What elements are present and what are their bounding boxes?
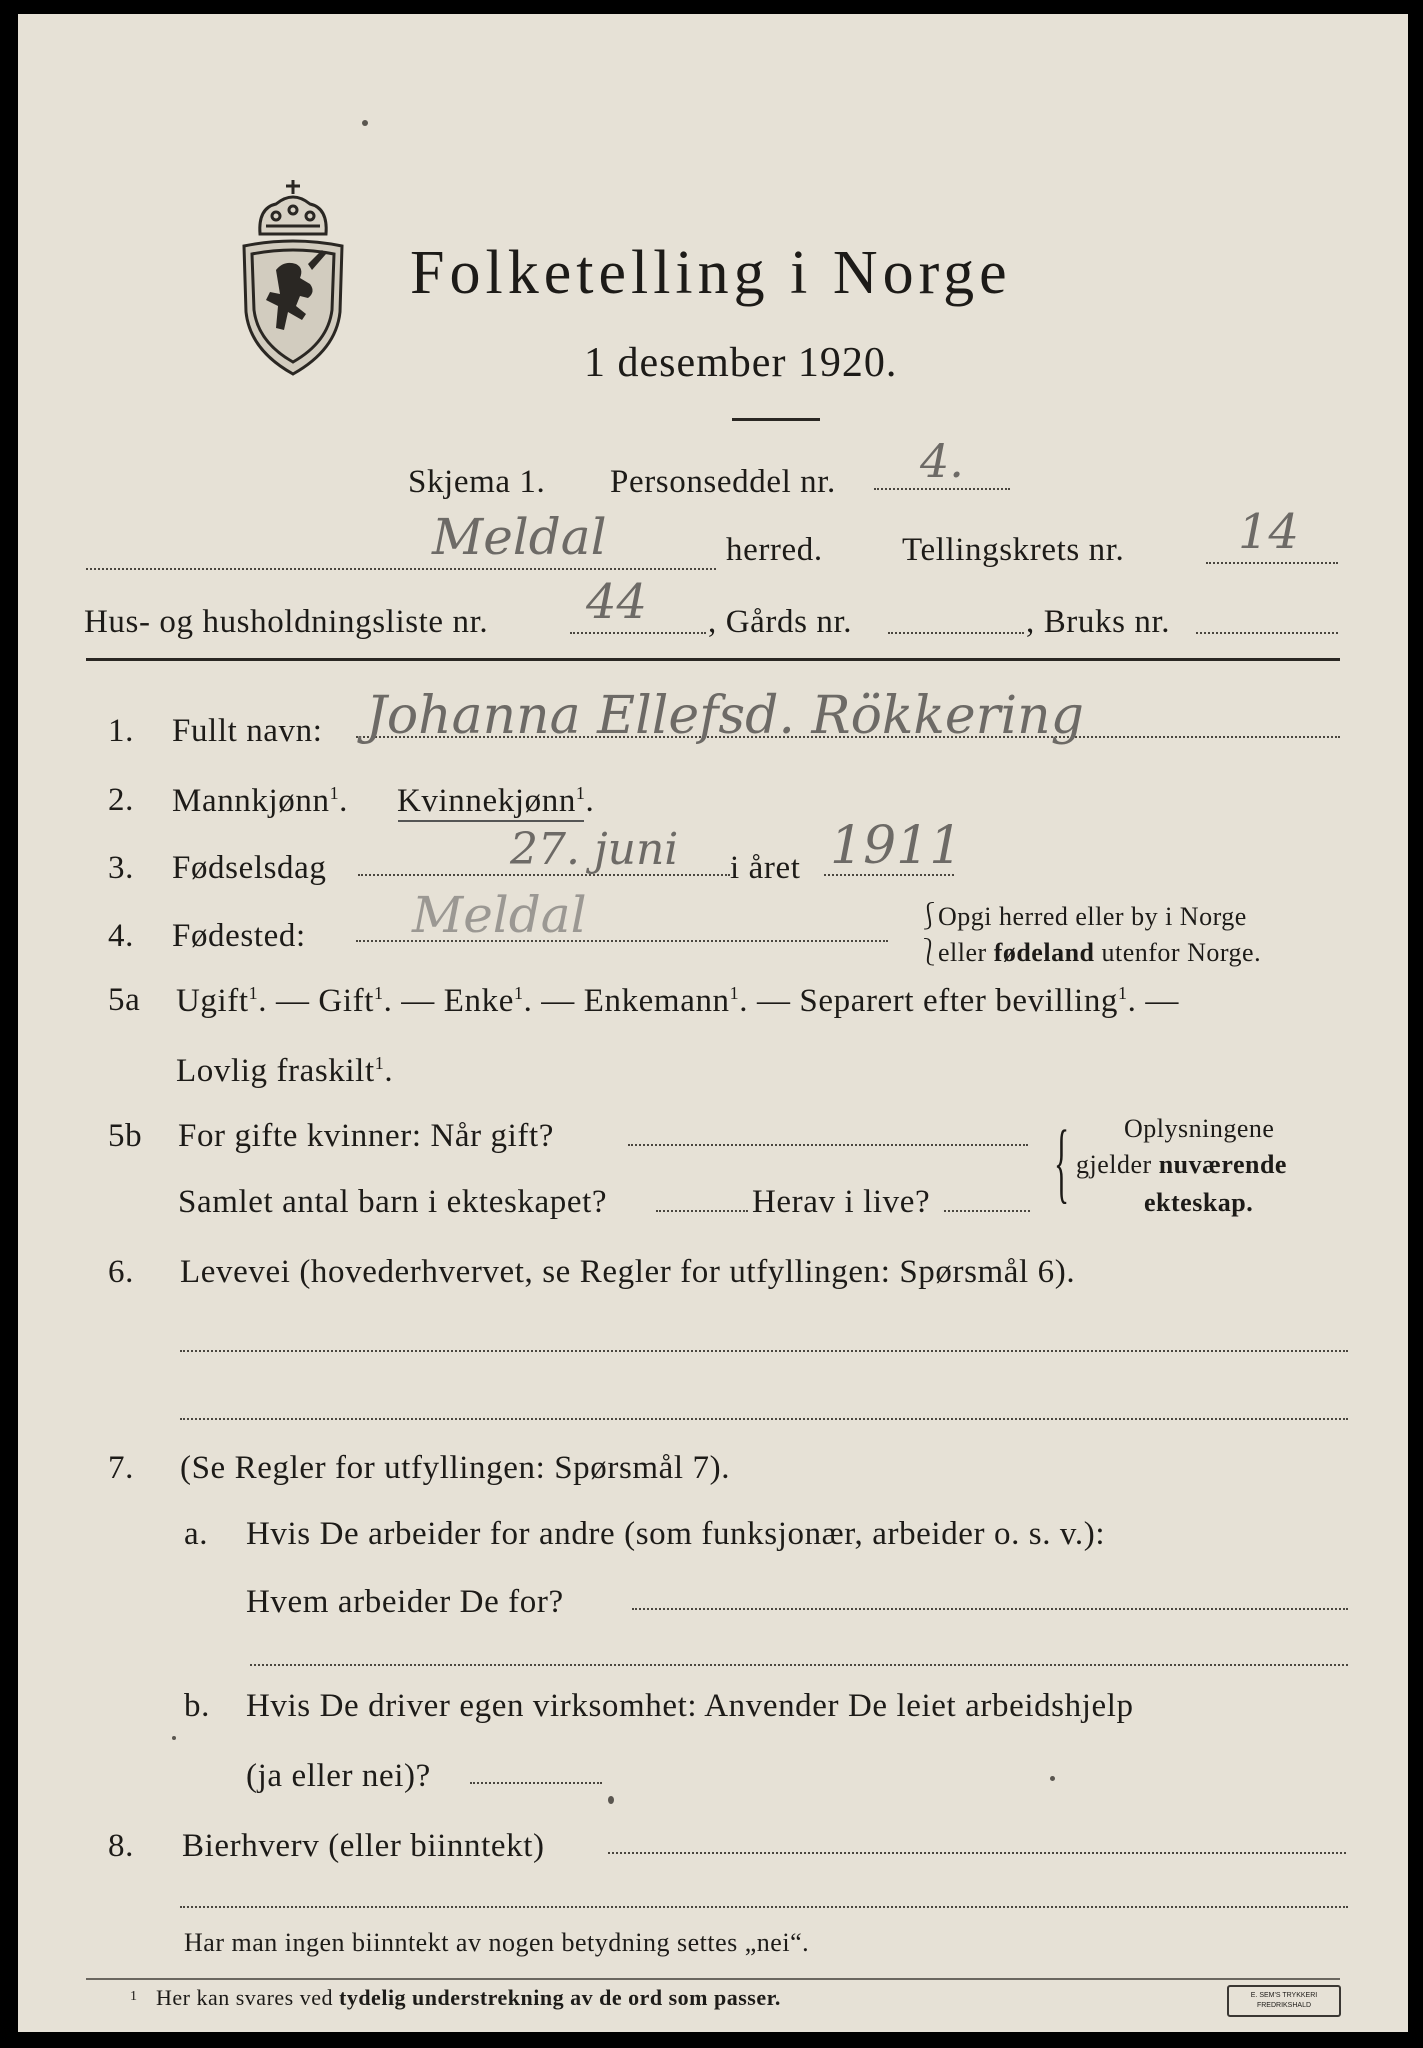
marriage-note-1: Oplysningene <box>1124 1114 1275 1143</box>
q1-number: 1. <box>108 713 134 749</box>
sex-male-option[interactable]: Mannkjønn$^1$. <box>172 783 349 819</box>
footer-note: Har man ingen biinntekt av nogen betydning settes „nei“. <box>184 1928 810 1957</box>
herred-label: herred. <box>726 532 823 568</box>
birthplace-note-1: Opgi herred eller by i Norge <box>938 902 1247 931</box>
personseddel-label: Personseddel nr. <box>610 464 836 500</box>
q4-number: 4. <box>108 918 134 954</box>
employer-field-2[interactable] <box>250 1664 1348 1666</box>
paper-spot <box>608 1796 614 1804</box>
q2-number: 2. <box>108 782 134 818</box>
q8-number: 8. <box>108 1828 134 1864</box>
husholdningsliste-label: Hus- og husholdningsliste nr. <box>84 604 489 640</box>
hired-help-label: (ja eller nei)? <box>246 1758 431 1794</box>
title-divider <box>732 418 820 421</box>
q3-label: Fødselsdag <box>172 850 327 886</box>
footnote-number: 1 <box>130 1989 138 2004</box>
q7a-letter: a. <box>184 1516 209 1552</box>
q7a-label: Hvis De arbeider for andre (som funksjonær, arbeider o. s. v.): <box>246 1516 1106 1552</box>
q6-number: 6. <box>108 1254 134 1290</box>
side-income-field-2[interactable] <box>180 1906 1348 1908</box>
children-field[interactable] <box>656 1210 748 1212</box>
employer-label: Hvem arbeider De for? <box>246 1584 564 1620</box>
form-title: Folketelling i Norge <box>410 239 1012 307</box>
bruks-label: , Bruks nr. <box>1026 604 1171 640</box>
q7-number: 7. <box>108 1450 134 1486</box>
birthplace-bracket-top: ⎰ <box>916 902 943 931</box>
marriage-note-3: ekteskap. <box>1144 1188 1254 1217</box>
q5a-number: 5a <box>108 982 141 1018</box>
year-label: i året <box>730 850 801 886</box>
birthday-value: 27. juni <box>510 824 679 875</box>
q1-label: Fullt navn: <box>172 713 323 749</box>
occupation-field-1[interactable] <box>180 1350 1348 1352</box>
q7-label: (Se Regler for utfyllingen: Spørsmål 7). <box>180 1450 731 1486</box>
birthplace-note-2: eller fødeland utenfor Norge. <box>938 938 1262 967</box>
personseddel-value: 4. <box>920 434 964 488</box>
occupation-field-2[interactable] <box>180 1418 1348 1420</box>
q8-label: Bierhverv (eller biinntekt) <box>182 1828 545 1864</box>
census-form-sheet <box>18 14 1408 2032</box>
employer-field-1[interactable] <box>632 1608 1348 1610</box>
birthplace-value: Meldal <box>412 886 587 944</box>
census-date: 1 desember 1920. <box>584 340 898 386</box>
husholdningsliste-value: 44 <box>586 574 648 630</box>
q3-number: 3. <box>108 850 134 886</box>
birth-year-value: 1911 <box>830 816 963 876</box>
paper-spot <box>362 120 368 126</box>
full-name-value: Johanna Ellefsd. Rökkering <box>366 686 1084 746</box>
tellingskrets-field[interactable] <box>1206 562 1338 564</box>
q5b-number: 5b <box>108 1118 143 1154</box>
herred-field[interactable] <box>86 568 716 570</box>
tellingskrets-label: Tellingskrets nr. <box>902 532 1125 568</box>
husholdningsliste-field[interactable] <box>570 632 706 634</box>
q7b-label: Hvis De driver egen virksomhet: Anvender De leiet arbeidshjelp <box>246 1688 1134 1724</box>
children-label: Samlet antal barn i ekteskapet? <box>178 1184 608 1220</box>
sex-female-option[interactable]: Kvinnekjønn$^1$. <box>397 783 595 819</box>
bruks-field[interactable] <box>1196 632 1338 634</box>
gards-label: , Gårds nr. <box>708 604 853 640</box>
q6-label: Levevei (hovederhvervet, se Regler for utfyllingen: Spørsmål 6). <box>180 1254 1076 1290</box>
q7b-letter: b. <box>184 1688 210 1724</box>
skjema-label: Skjema 1. <box>408 464 546 500</box>
marriage-note-2: gjelder nuværende <box>1076 1150 1287 1179</box>
personseddel-field[interactable] <box>874 488 1010 490</box>
q4-label: Fødested: <box>172 918 306 954</box>
herred-value: Meldal <box>432 508 607 566</box>
divorced-option[interactable]: Lovlig fraskilt$^1$. <box>176 1053 394 1089</box>
coat-of-arms-icon <box>236 174 350 380</box>
alive-label: Herav i live? <box>752 1184 931 1220</box>
header-divider <box>86 658 1340 661</box>
marital-status-options[interactable]: Ugift$^1$. — Gift$^1$. — Enke$^1$. — Enkemann$^1$. — Separert efter bevilling$^1$. — <box>176 983 1179 1019</box>
footer-divider <box>86 1978 1340 1980</box>
hired-help-field[interactable] <box>470 1782 602 1784</box>
paper-spot <box>1050 1776 1055 1781</box>
alive-field[interactable] <box>944 1210 1030 1212</box>
female-underline <box>398 820 584 822</box>
printer-stamp: E. SEM'S TRYKKERI FREDRIKSHALD <box>1227 1985 1341 2017</box>
birthplace-bracket-bottom: ⎱ <box>916 938 943 967</box>
paper-spot <box>172 1736 176 1740</box>
married-when-field[interactable] <box>628 1144 1028 1146</box>
side-income-field-1[interactable] <box>608 1852 1346 1854</box>
tellingskrets-value: 14 <box>1238 504 1300 560</box>
gards-field[interactable] <box>888 632 1024 634</box>
marriage-note-brace: { <box>1054 1113 1070 1212</box>
married-when-label: For gifte kvinner: Når gift? <box>178 1118 555 1154</box>
footnote-text: Her kan svares ved tydelig understrekning av de ord som passer. <box>156 1985 781 2010</box>
